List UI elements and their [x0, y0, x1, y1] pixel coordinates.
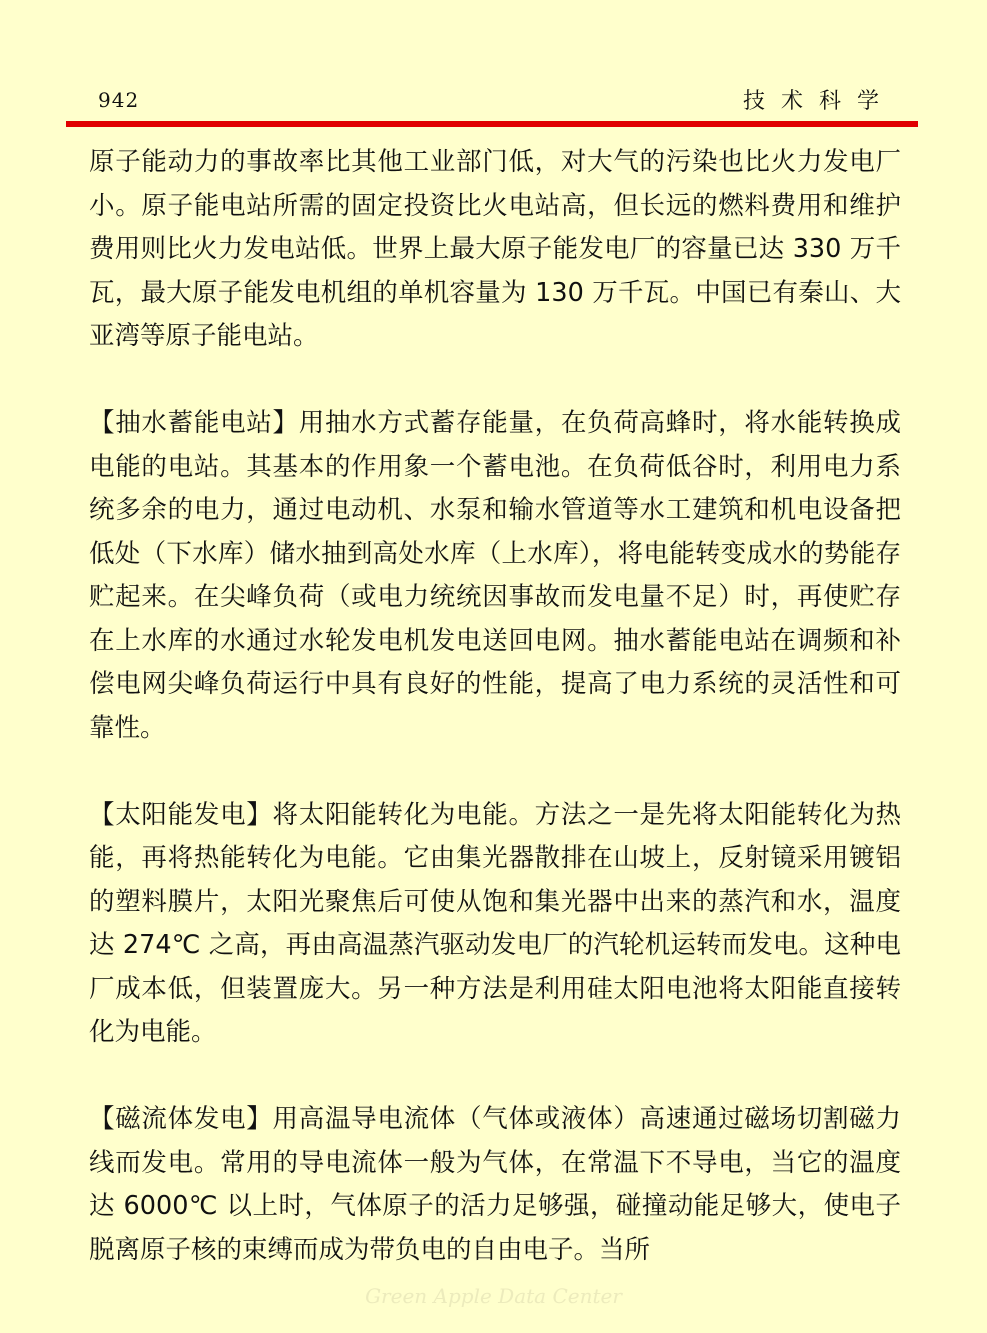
watermark: Green Apple Data Center — [365, 1284, 622, 1308]
paragraph-mhd-power: 【磁流体发电】用高温导电流体（气体或液体）高速通过磁场切割磁力线而发电。常用的导电流体一般为气体，在常温下不导电，当它的温度达 6000℃ 以上时，气体原子的活力足够强，碰撞动能足够大，使电子脱离原子核的束缚而成为带负电的自由电子。当所 — [89, 1104, 901, 1265]
body-text — [89, 141, 901, 1272]
paragraph-gap — [89, 750, 901, 794]
paragraph-gap — [89, 359, 901, 403]
paragraph-pumped-storage: 【抽水蓄能电站】用抽水方式蓄存能量，在负荷高蜂时，将水能转换成电能的电站。其基本的作用象一个蓄电池。在负荷低谷时，利用电力系统多余的电力，通过电动机、水泵和输水管道等水工建筑和机电设备把低处（下水库）储水抽到高处水库（上水库），将电能转变成水的势能存贮起来。在尖峰负荷（或电力统统因事故而发电量不足）时，再使贮存在上水库的水通过水轮发电机发电送回电网。抽水蓄能电站在调频和补偿电网尖峰负荷运行中具有良好的性能，提高了电力系统的灵活性和可靠性。 — [89, 408, 901, 743]
paragraph-solar-power: 【太阳能发电】将太阳能转化为电能。方法之一是先将太阳能转化为热能，再将热能转化为电能。它由集光器散排在山坡上，反射镜采用镀铝的塑料膜片，太阳光聚焦后可使从饱和集光器中出来的蒸汽和水，温度达 274℃ 之高，再由高温蒸汽驱动发电厂的汽轮机运转而发电。这种电厂成本低，但装置庞大。另一种方法是利用硅太阳电池将太阳能直接转化为电能。 — [89, 799, 901, 1047]
running-head: 技术科学 — [742, 89, 895, 114]
paragraph-gap — [89, 1055, 901, 1099]
header-rule — [66, 121, 918, 127]
page-number: 942 — [98, 88, 140, 112]
paragraph-nuclear-power: 原子能动力的事故率比其他工业部门低，对大气的污染也比火力发电厂小。原子能电站所需的固定投资比火电站高，但长远的燃料费用和维护费用则比火力发电站低。世界上最大原子能发电厂的容量已达 330 万千瓦，最大原子能发电机组的单机容量为 130 万千瓦。中国已有秦山、大亚湾等原子能电站。 — [89, 147, 901, 351]
